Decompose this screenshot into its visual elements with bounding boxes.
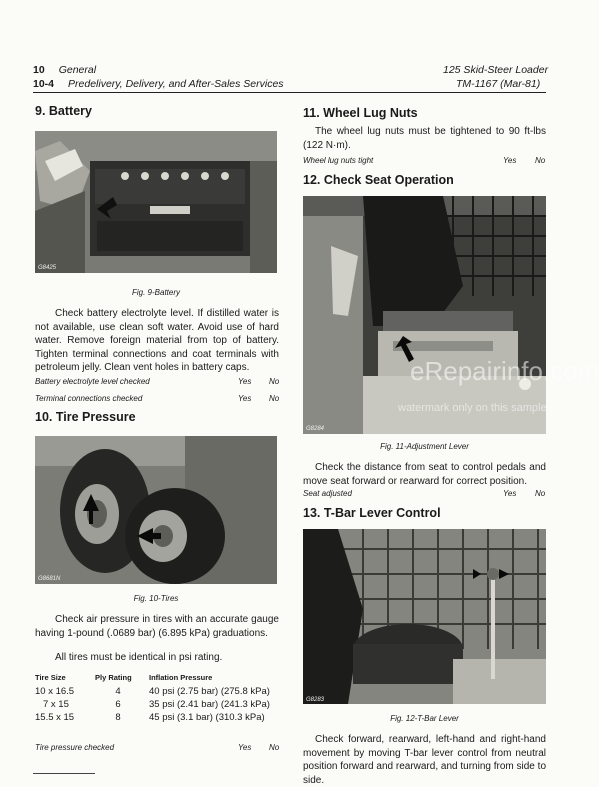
check-label: Seat adjusted [303,489,352,498]
seat-caption: Fig. 11-Adjustment Lever [380,442,469,451]
check-seat [303,489,546,498]
model-name: 125 Skid-Steer Loader [443,64,549,76]
lug-body: The wheel lug nuts must be tightened to 90 ft-lbs (122 N·m). [303,126,546,151]
check-yes: Yes [503,489,517,498]
photo-tag: G8681N [38,576,61,582]
check-yes: Yes [238,743,252,752]
check-label: Tire pressure checked [35,743,115,752]
check-electrolyte [35,377,279,386]
battery-heading: 9. Battery [35,104,92,118]
tire-body-2: All tires must be identical in psi rating. [55,652,223,663]
check-no: No [269,377,280,386]
seat-photo [303,196,546,434]
tbar-body: Check forward, rearward, left-hand and right-hand movement by moving T-bar lever control from neutral position forward and rearward, and turning from side to side. [303,734,546,786]
tire-table [35,673,278,725]
check-no: No [269,394,280,403]
ply-rating: 6 [115,699,121,710]
tire-size: 10 x 16.5 [35,686,75,697]
battery-caption: Fig. 9-Battery [131,288,180,297]
battery-photo [35,131,277,273]
lug-heading: 11. Wheel Lug Nuts [303,106,418,120]
check-yes: Yes [503,156,517,165]
seat-heading: 12. Check Seat Operation [303,173,454,187]
chapter-title: General [58,64,97,76]
inflation: 45 psi (3.1 bar) (310.3 kPa) [149,712,265,723]
photo-tag: G8425 [38,265,57,271]
ply-rating: 4 [115,686,121,697]
tire-heading: 10. Tire Pressure [35,410,136,424]
photo-tag: G8284 [306,426,325,432]
tbar-heading: 13. T-Bar Lever Control [303,506,441,520]
manual-number: TM-1167 (Mar-81) [456,78,541,90]
check-no: No [535,156,546,165]
chapter-number: 10 [33,64,45,76]
check-label: Wheel lug nuts tight [303,156,374,165]
inflation: 35 psi (2.41 bar) (241.3 kPa) [149,699,270,710]
check-lug-nuts [303,156,546,165]
table-row [35,699,278,712]
watermark-main: eRepairinfo.com [410,356,599,386]
check-label: Terminal connections checked [35,394,143,403]
check-tire-pressure [35,743,279,752]
col-tire-size: Tire Size [35,673,66,682]
col-ply-rating: Ply Rating [95,673,132,682]
tire-body: Check air pressure in tires with an accurate gauge having 1-pound (.0689 bar) (6.895 kPa) graduations. [35,614,279,639]
tbar-caption: Fig. 12-T-Bar Lever [390,714,459,723]
tire-size: 15.5 x 15 [35,712,75,723]
table-row [35,712,278,725]
tbar-photo [303,529,546,704]
tire-photo [35,436,277,584]
battery-body: Check battery electrolyte level. If distilled water is not available, use clean soft water. Avoid use of hard water. Remove foreign material from top of battery. Tighten terminal connections and coat terminals with petroleum jelly. Clean vent holes in battery caps. [35,308,279,373]
tire-caption: Fig. 10-Tires [133,594,179,603]
check-label: Battery electrolyte level checked [35,377,150,386]
section-title: Predelivery, Delivery, and After-Sales Services [68,78,284,90]
table-row [35,686,278,699]
col-inflation: Inflation Pressure [149,673,213,682]
header-left-line2 [33,78,284,90]
check-no: No [535,489,546,498]
seat-body: Check the distance from seat to control pedals and move seat forward or rearward for correct position. [303,462,546,487]
table-header-row [35,673,278,686]
check-terminals [35,394,279,403]
tire-size: 7 x 15 [43,699,69,710]
inflation: 40 psi (2.75 bar) (275.8 kPa) [149,686,270,697]
watermark-sub: watermark only on this sample [398,402,547,414]
check-yes: Yes [238,377,252,386]
ply-rating: 8 [115,712,121,723]
page-number: 10-4 [33,78,55,90]
footer-rule [33,773,95,774]
check-no: No [269,743,280,752]
header-rule [33,92,546,93]
header-left-line1 [33,64,96,76]
check-yes: Yes [238,394,252,403]
photo-tag: G8283 [306,697,325,703]
